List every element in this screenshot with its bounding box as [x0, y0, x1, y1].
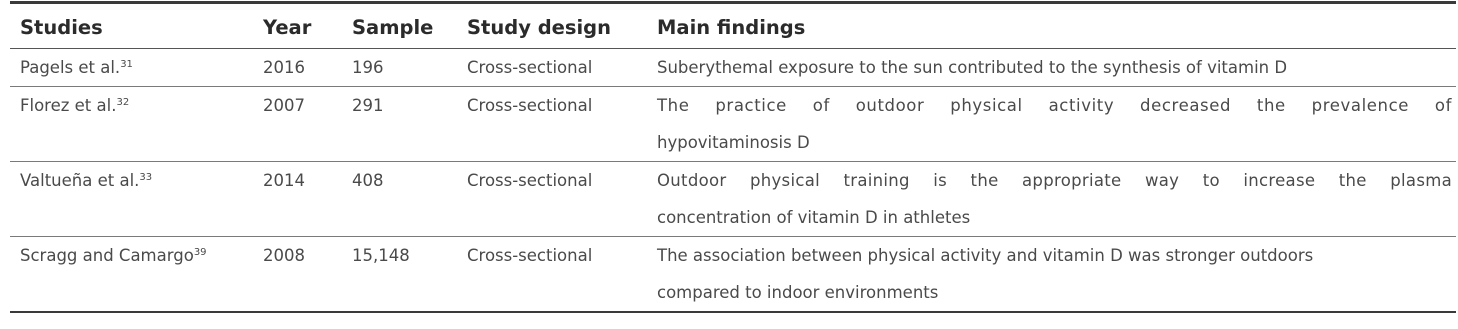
design-cell: Cross-sectional [467, 246, 593, 265]
table-row [10, 49, 1456, 87]
findings-cell [657, 237, 1456, 313]
study-cell [10, 162, 263, 237]
table-row [10, 162, 1456, 237]
table-row [10, 237, 1456, 313]
reference-number: 32 [116, 97, 130, 108]
study-cell [10, 87, 263, 162]
reference-number: 39 [193, 247, 207, 258]
sample-cell: 15,148 [352, 246, 410, 265]
sample-cell: 291 [352, 96, 384, 115]
table-row [10, 87, 1456, 162]
header-main-findings: Main findings [657, 15, 806, 39]
findings-line-1: Outdoor physical training is the appropriate way to increase the plasma [657, 171, 1452, 190]
design-cell: Cross-sectional [467, 96, 593, 115]
study-cell [10, 237, 263, 313]
study-name: Valtueña et al. [20, 171, 140, 190]
year-cell: 2007 [263, 96, 305, 115]
reference-number: 31 [120, 59, 133, 70]
findings-cell [657, 162, 1456, 237]
findings-line-2: hypovitaminosis D [657, 133, 810, 152]
findings-line-2: compared to indoor environments [657, 283, 939, 302]
year-cell: 2014 [263, 171, 305, 190]
year-cell: 2008 [263, 246, 305, 265]
findings-line-1: Suberythemal exposure to the sun contributed to the synthesis of vitamin D [657, 58, 1288, 77]
header-study-design: Study design [467, 15, 612, 39]
study-name: Florez et al. [20, 96, 117, 115]
reference-number: 33 [139, 172, 153, 183]
sample-cell: 196 [352, 58, 384, 77]
design-cell: Cross-sectional [467, 171, 593, 190]
studies-table [10, 1, 1456, 313]
findings-cell [657, 87, 1456, 162]
study-name: Scragg and Camargo [20, 246, 194, 265]
sample-cell: 408 [352, 171, 384, 190]
findings-line-1: The association between physical activity and vitamin D was stronger outdoors [657, 246, 1314, 265]
study-cell [10, 49, 263, 87]
findings-cell [657, 49, 1456, 87]
header-year: Year [263, 15, 312, 39]
table-header-row [10, 3, 1456, 49]
findings-line-2: concentration of vitamin D in athletes [657, 208, 971, 227]
findings-line-1: The practice of outdoor physical activity decreased the prevalence of [657, 96, 1452, 115]
study-name: Pagels et al. [20, 58, 121, 77]
design-cell: Cross-sectional [467, 58, 593, 77]
header-sample: Sample [352, 15, 434, 39]
year-cell: 2016 [263, 58, 305, 77]
header-studies: Studies [20, 15, 103, 39]
